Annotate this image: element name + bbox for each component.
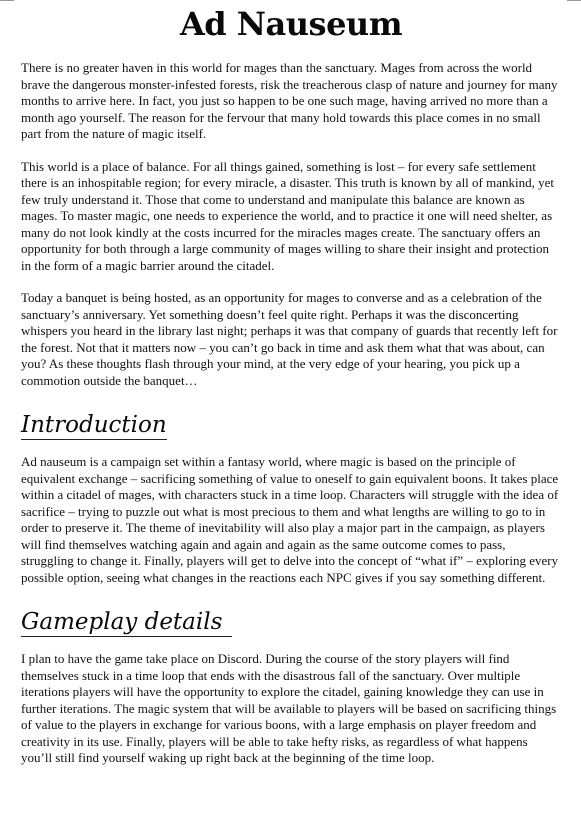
introduction-section [21, 405, 561, 454]
gameplay-details-section [21, 602, 561, 651]
intro-paragraph-3: Today a banquet is being hosted, as an opportunity for mages to converse and as a celebration of the sanctuary’s anniversary. Yet something doesn’t feel quite right. Perhaps it was the disconcerting whispers you heard in the library last night; perhaps it was that company of guards that recently left for the forest. Not that it matters now – you can’t go back in time and ask them what that was about, can you? As these thoughts flash through your mind, at the very edge of your hearing, you pick up a commotion outside the banquet… [21, 290, 558, 388]
gameplay-details-heading: Gameplay details [21, 608, 232, 637]
introduction-body: Ad nauseum is a campaign set within a fantasy world, where magic is based on the principle of equivalent exchange – sacrificing something of value to oneself to gain equivalent boons. It takes place within a citadel of mages, with characters stuck in a time loop. Characters will struggle with the idea of sacrifice – trying to puzzle out what is most precious to them and what lengths are willing to go to in order to preserve it. The theme of inevitability will also play a major part in the campaign, as players will find themselves watching again and again and again as the same outcome comes to pass, struggling to change it. Finally, players will get to delve into the concept of “what if” – exploring every possible option, seeing what changes in the reactions each NPC gives if you say something different. [21, 454, 559, 585]
document-page [21, 0, 561, 783]
intro-paragraph-2: This world is a place of balance. For all things gained, something is lost – for every safe settlement there is an inhospitable region; for every miracle, a disaster. This truth is known by all of mankind, yet few truly understand it. Those that come to understand and manipulate this balance are known as mages. To master magic, one needs to experience the world, and to practice it one will need shelter, as many do not look kindly at the costs incurred for the miracles mages create. The sanctuary offers an opportunity for both through a large community of mages willing to share their insight and protection in the form of a magic barrier around the citadel. [21, 158, 554, 273]
gameplay-details-body: I plan to have the game take place on Discord. During the course of the story players will find themselves stuck in a time loop that ends with the disastrous fall of the sanctuary. Over multiple iterations players will have the opportunity to explore the citadel, gaining knowledge they can use in further iterations. The magic system that will be available to players will be based on sacrificing things of value to the players in exchange for various boons, with a large emphasis on player freedom and creativity in its use. Finally, players will be able to take hefty risks, as regardless of what happens you’ll still find yourself waking up right back at the beginning of the time loop. [21, 651, 557, 765]
top-rule-right [567, 0, 581, 1]
document-title: Ad Nauseum [179, 5, 403, 43]
introduction-heading: Introduction [21, 412, 167, 438]
intro-paragraph-1: There is no greater haven in this world for mages than the sanctuary. Mages from across the world brave the dangerous monster-infested forests, risk the treacherous clasp of nature and journey for many months to arrive here. In fact, you just so happen to be one such mage, having arrived no more than a month ago yourself. The reason for the fervour that many hold towards this place comes in no small part from the nature of magic itself. [21, 60, 558, 141]
top-rule-left [0, 0, 14, 1]
